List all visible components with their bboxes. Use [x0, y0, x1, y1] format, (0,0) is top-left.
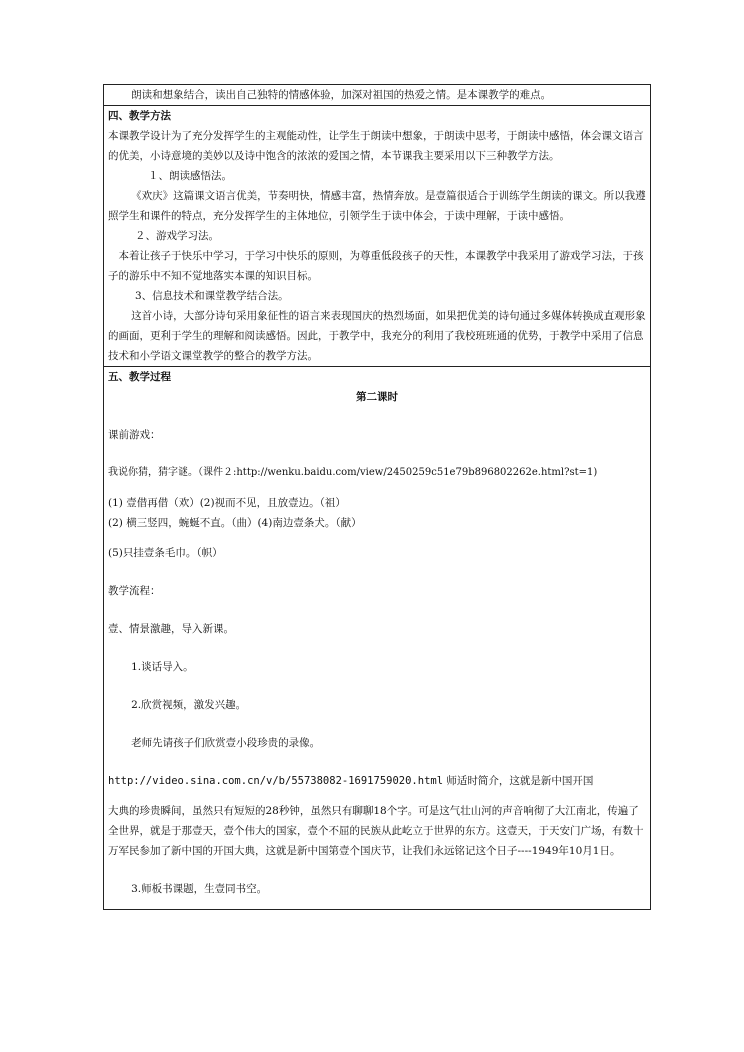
- lesson-title: 第二课时: [356, 391, 398, 403]
- step1-item1: 1.谈话导入。: [131, 661, 194, 673]
- step1-item2-body: 老师先请孩子们欣赏壹小段珍贵的录像。: [131, 737, 321, 749]
- flow-label: 教学流程：: [108, 585, 161, 597]
- riddle-line-1: (1) 壹借再借（欢）(2)视而不见，且放壹边。（祖）: [108, 497, 346, 509]
- method2-body: 本着让孩子于快乐中学习，于学习中快乐的原则，为尊重低段孩子的天性，本课教学中我采用了游戏学习法，于孩子的游乐中不知不觉地落实本课的知识目标。: [108, 250, 644, 282]
- video-after-text: 师适时简介，这就是新中国开国: [446, 775, 594, 787]
- method1-body: 《欢庆》这篇课文语言优美，节奏明快，情感丰富，热情奔放。是壹篇很适合于训练学生朗读的课文。所以我遵照学生和课件的特点，充分发挥学生的主体地位，引领学生于读中体会，于读中理解，于读中感悟。: [108, 190, 646, 222]
- methods-intro: 本课教学设计为了充分发挥学生的主观能动性，让学生于朗读中想象，于朗读中思考，于朗读中感悟，体会课文语言的优美，小诗意境的美妙以及诗中饱含的浓浓的爱国之情，本节课我主要采用以下三种教学方法。: [108, 130, 644, 162]
- difficulty-row: [104, 85, 651, 106]
- method3-body: 这首小诗，大部分诗句采用象征性的语言来表现国庆的热烈场面，如果把优美的诗句通过多媒体转换成直观形象的画面，更利于学生的理解和阅读感悟。因此，于教学中，我充分的利用了我校班班通的优势，于教学中采用了信息技术和小学语文课堂教学的整合的教学方法。: [108, 310, 646, 362]
- teaching-methods-row: [104, 106, 651, 367]
- method3-title: 3、信息技术和课堂教学结合法。: [135, 290, 289, 302]
- step1-title: 壹、情景激趣，导入新课。: [108, 623, 234, 635]
- riddle-intro: 我说你猜，猜字谜。（课件２:http://wenku.baidu.com/view/2450259c51e79b896802262e.html?st=1): [108, 467, 598, 478]
- section5-heading: 五、教学过程: [108, 371, 171, 383]
- section4-heading: 四、教学方法: [108, 110, 171, 122]
- pre-game-label: 课前游戏：: [108, 429, 161, 441]
- document-page: [103, 84, 651, 910]
- difficulty-text: 朗读和想象结合，读出自己独特的情感体验，加深对祖国的热爱之情。是本课教学的难点。: [131, 89, 552, 101]
- step1-item2: 2.欣赏视频，激发兴趣。: [131, 699, 247, 711]
- riddle-line-2: (2) 横三竖四，蜿蜒不直。（曲）(4)南边壹条犬。（献）: [108, 517, 362, 529]
- video-line: [108, 771, 646, 791]
- teaching-process-row: [104, 367, 651, 910]
- riddle-line-3: (5)只挂壹条毛巾。（帜）: [108, 547, 223, 559]
- video-link[interactable]: http://video.sina.com.cn/v/b/55738082-1691759020.html: [108, 775, 444, 787]
- method2-title: ２、游戏学习法。: [135, 230, 219, 242]
- video-description: 大典的珍贵瞬间，虽然只有短短的28秒钟，虽然只有聊聊18个字。可是这气壮山河的声音响彻了大江南北，传遍了全世界，就是于那壹天，壹个伟大的国家，壹个不屈的民族从此屹立于世界的东方。这壹天，于天安门广场，有数十万军民参加了新中国的开国大典，这就是新中国第壹个国庆节，让我们永远铭记这个日子----1949年10月1日。: [108, 805, 644, 857]
- lesson-plan-table: [103, 84, 651, 910]
- step1-item3: 3.师板书课题，生壹同书空。: [131, 883, 268, 895]
- method1-title: １、朗读感悟法。: [148, 170, 232, 182]
